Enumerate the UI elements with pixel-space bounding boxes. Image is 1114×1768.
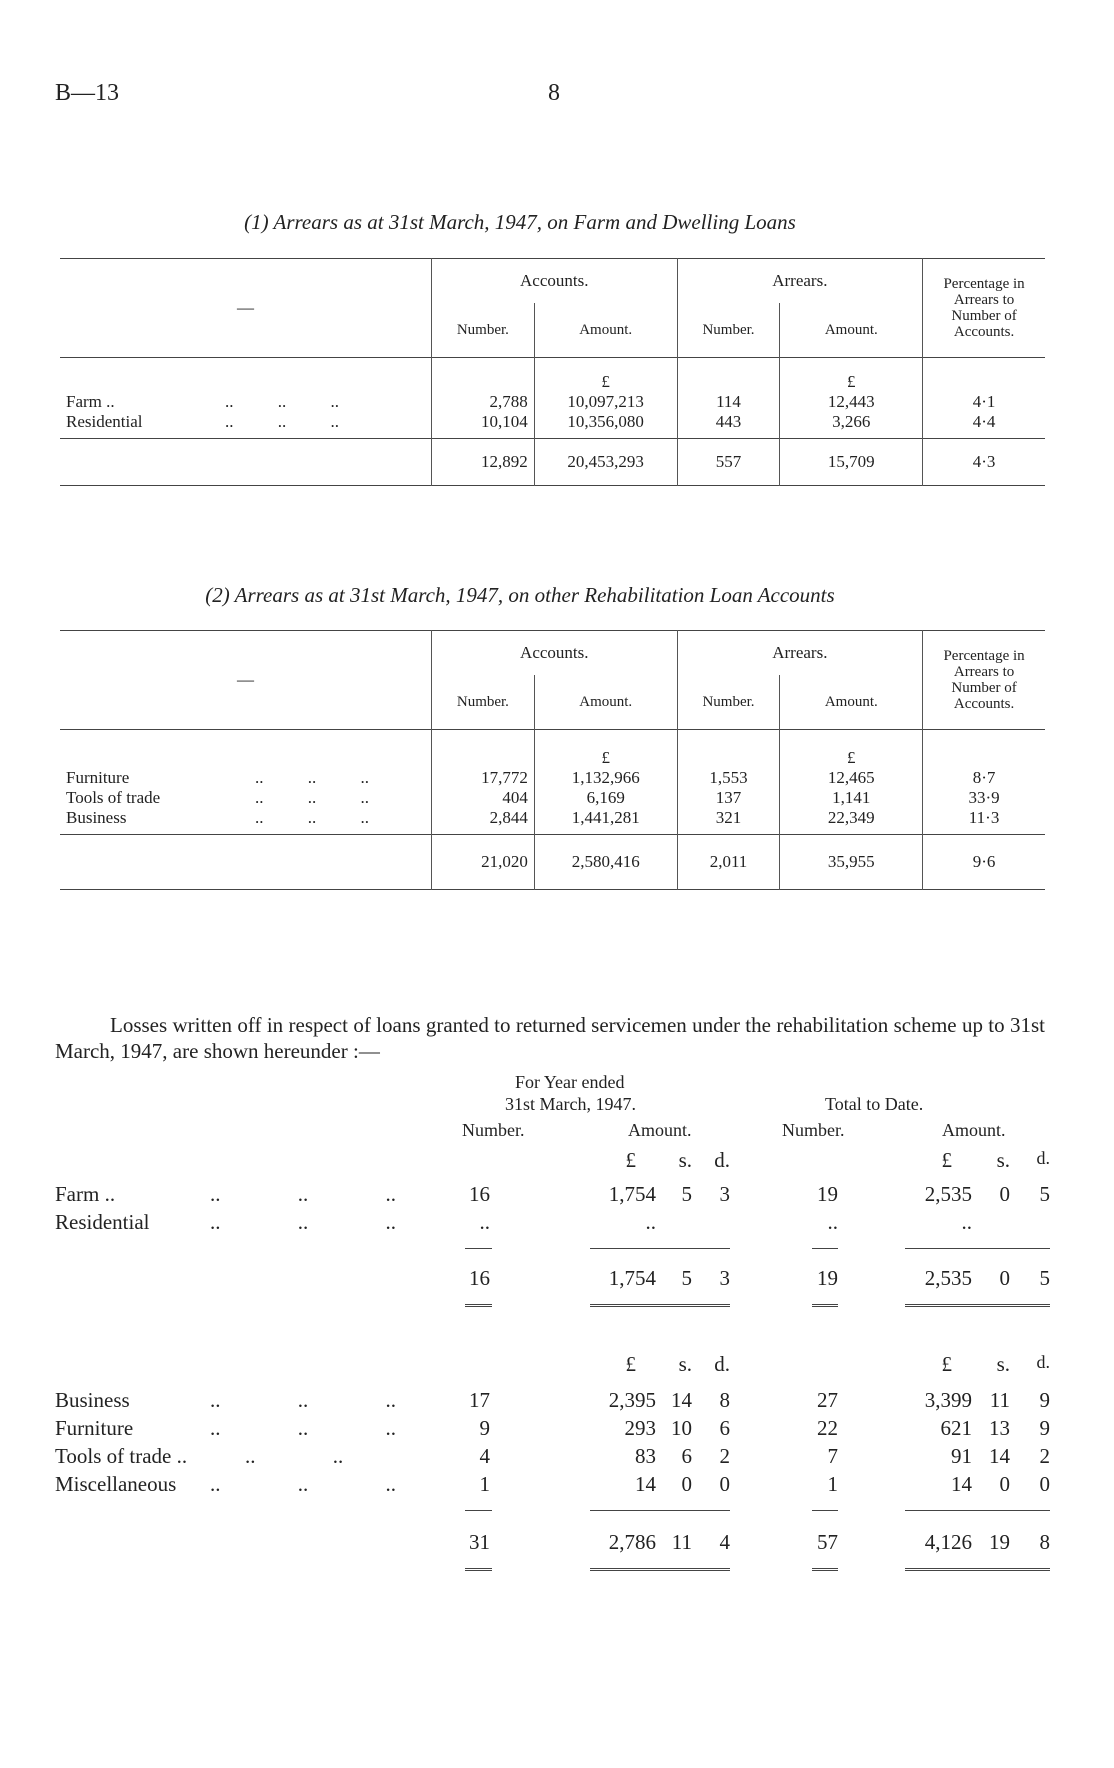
table1-acc-number-head: Number. (431, 303, 534, 358)
row-label: Business (55, 1388, 130, 1412)
cell: 16 (469, 1266, 490, 1290)
cell: 10,104 (431, 412, 534, 439)
leader-dots: .. .. .. (255, 788, 369, 807)
cell: 91 (951, 1444, 972, 1468)
shilling-head: s. (996, 1352, 1010, 1376)
cell: 21,020 (431, 835, 534, 890)
cell: 1,553 (677, 768, 780, 788)
pence-head: d. (1036, 1352, 1050, 1372)
pound-head: £ (625, 1352, 636, 1376)
rule-line (465, 1304, 492, 1307)
cell: 2,844 (431, 808, 534, 835)
total-amount-head: Amount. (942, 1120, 1006, 1140)
table1-title: (1) Arrears as at 31st March, 1947, on Farm and Dwelling Loans (244, 210, 796, 234)
cell: 557 (677, 439, 780, 486)
cell: 12,465 (780, 768, 923, 788)
leader-dots: .. .. .. (210, 1388, 396, 1412)
table2-arrears-head: Arrears. (677, 631, 923, 676)
cell: 27 (817, 1388, 838, 1412)
currency: £ (780, 730, 923, 769)
cell: 10,356,080 (534, 412, 677, 439)
cell: 17,772 (431, 768, 534, 788)
cell: .. (827, 1210, 838, 1234)
cell: 35,955 (780, 835, 923, 890)
table2-acc-number-head: Number. (431, 675, 534, 730)
leader-dots: .. .. .. (210, 1210, 396, 1234)
pound-head: £ (941, 1148, 952, 1172)
cell: 1,132,966 (534, 768, 677, 788)
row-label: Residential (55, 1210, 150, 1234)
leader-dots: .. .. .. (210, 1182, 396, 1206)
table2-arr-amount-head: Amount. (780, 675, 923, 730)
cell: 0 (681, 1472, 692, 1496)
rule-line (590, 1568, 730, 1571)
cell: 0 (999, 1266, 1010, 1290)
cell: 9·6 (923, 835, 1045, 890)
cell: 12,892 (431, 439, 534, 486)
row-label: Business (66, 808, 127, 827)
table1-pct-head: Percentage in Arrears to Number of Accounts. (923, 259, 1045, 358)
rule-line (812, 1248, 838, 1249)
cell: 10,097,213 (534, 392, 677, 412)
cell: 2,535 (924, 1182, 972, 1206)
cell: 11 (671, 1530, 692, 1554)
cell: 5 (1039, 1266, 1050, 1290)
total-number-head: Number. (782, 1120, 845, 1140)
row-label: Tools of trade (66, 788, 161, 807)
total-row (60, 439, 1045, 486)
year-head-1: For Year ended (515, 1072, 625, 1092)
cell: 11·3 (923, 808, 1045, 835)
cell: 19 (817, 1266, 838, 1290)
cell: 2 (719, 1444, 730, 1468)
row-label: Farm .. (55, 1182, 116, 1206)
table1-accounts-head: Accounts. (431, 259, 677, 304)
table-row (60, 392, 1045, 412)
cell: .. (645, 1210, 656, 1234)
cell: 14 (951, 1472, 972, 1496)
cell: 1,441,281 (534, 808, 677, 835)
pence-head: d. (714, 1352, 730, 1376)
cell: 1,754 (608, 1266, 656, 1290)
cell: 4·4 (923, 412, 1045, 439)
cell: 8·7 (923, 768, 1045, 788)
currency: £ (780, 358, 923, 393)
cell: 1 (827, 1472, 838, 1496)
cell: 17 (469, 1388, 490, 1412)
table2-dash: — (236, 670, 254, 689)
table2-title: (2) Arrears as at 31st March, 1947, on other Rehabilitation Loan Accounts (205, 583, 835, 607)
cell: 0 (1039, 1472, 1050, 1496)
leader-dots: .. .. (245, 1444, 344, 1468)
cell: 9 (479, 1416, 490, 1440)
rule-line (905, 1304, 1050, 1307)
leader-dots: .. .. .. (225, 392, 339, 411)
cell: 4·1 (923, 392, 1045, 412)
cell: 4 (479, 1444, 490, 1468)
year-number-head: Number. (462, 1120, 525, 1140)
cell: 2,011 (677, 835, 780, 890)
leader-dots: .. .. .. (210, 1472, 396, 1496)
cell: 5 (681, 1266, 692, 1290)
rule-line (465, 1510, 492, 1511)
rule-line (590, 1248, 730, 1249)
table-row (60, 788, 1045, 808)
table1-arr-number-head: Number. (677, 303, 780, 358)
cell: 4·3 (923, 439, 1045, 486)
cell: 2,788 (431, 392, 534, 412)
row-label: Tools of trade .. (55, 1444, 188, 1468)
pound-head: £ (625, 1148, 636, 1172)
cell: 3,399 (924, 1388, 972, 1412)
cell: 57 (817, 1530, 838, 1554)
cell: 3 (719, 1182, 730, 1206)
pence-head: d. (1036, 1148, 1050, 1168)
cell: 5 (1039, 1182, 1050, 1206)
cell: 8 (719, 1388, 730, 1412)
cell: 114 (677, 392, 780, 412)
cell: 3 (719, 1266, 730, 1290)
cell: 2 (1039, 1444, 1050, 1468)
cell: 9 (1039, 1416, 1050, 1440)
cell: 14 (635, 1472, 656, 1496)
cell: 2,786 (608, 1530, 656, 1554)
table2-acc-amount-head: Amount. (534, 675, 677, 730)
cell: 404 (431, 788, 534, 808)
cell: 20,453,293 (534, 439, 677, 486)
cell: 443 (677, 412, 780, 439)
year-amount-head: Amount. (628, 1120, 692, 1140)
cell: 83 (635, 1444, 656, 1468)
losses-paragraph: Losses written off in respect of loans granted to returned servicemen under the rehabilitation scheme up to 31st March, 1947, are shown hereunder :— (55, 1013, 1045, 1063)
cell: 7 (827, 1444, 838, 1468)
table2 (60, 630, 1045, 890)
cell: 14 (989, 1444, 1010, 1468)
row-label: Farm .. (66, 392, 115, 411)
cell: 12,443 (780, 392, 923, 412)
total-head: Total to Date. (825, 1094, 924, 1114)
leader-dots: .. .. .. (255, 808, 369, 827)
cell: 19 (989, 1530, 1010, 1554)
rule-line (465, 1568, 492, 1571)
table2-arr-number-head: Number. (677, 675, 780, 730)
rule-line (590, 1510, 730, 1511)
cell: 1,141 (780, 788, 923, 808)
cell: 2,395 (608, 1388, 656, 1412)
row-label: Furniture (66, 768, 130, 787)
rule-line (812, 1568, 838, 1571)
year-head-2: 31st March, 1947. (505, 1094, 636, 1114)
cell: 1 (479, 1472, 490, 1496)
cell: 2,535 (924, 1266, 972, 1290)
cell: 4 (719, 1530, 730, 1554)
rule-line (812, 1304, 838, 1307)
pence-head: d. (714, 1148, 730, 1172)
cell: 621 (940, 1416, 972, 1440)
row-label: Miscellaneous (55, 1472, 177, 1496)
shilling-head: s. (678, 1352, 692, 1376)
cell: 4,126 (924, 1530, 972, 1554)
row-label: Residential (66, 412, 143, 431)
cell: 293 (624, 1416, 656, 1440)
table1-acc-amount-head: Amount. (534, 303, 677, 358)
cell: 0 (999, 1182, 1010, 1206)
cell: 16 (469, 1182, 490, 1206)
table-row (60, 768, 1045, 788)
currency: £ (534, 358, 677, 393)
cell: 22,349 (780, 808, 923, 835)
cell: 321 (677, 808, 780, 835)
table1 (60, 258, 1045, 486)
rule-line (905, 1568, 1050, 1571)
currency: £ (534, 730, 677, 769)
leader-dots: .. .. .. (255, 768, 369, 787)
cell: 137 (677, 788, 780, 808)
table-row (60, 808, 1045, 835)
cell: 0 (719, 1472, 730, 1496)
cell: 2,580,416 (534, 835, 677, 890)
cell: 33·9 (923, 788, 1045, 808)
shilling-head: s. (996, 1148, 1010, 1172)
cell: .. (479, 1210, 490, 1234)
row-label: Furniture (55, 1416, 134, 1440)
cell: 6,169 (534, 788, 677, 808)
cell: .. (961, 1210, 972, 1234)
cell: 10 (671, 1416, 692, 1440)
shilling-head: s. (678, 1148, 692, 1172)
cell: 1,754 (608, 1182, 656, 1206)
rule-line (590, 1304, 730, 1307)
pound-head: £ (941, 1352, 952, 1376)
leader-dots: .. .. .. (225, 412, 339, 431)
rule-line (465, 1248, 492, 1249)
table-row (60, 412, 1045, 439)
cell: 8 (1039, 1530, 1050, 1554)
rule-line (905, 1248, 1050, 1249)
page-number: 8 (548, 80, 560, 106)
rule-line (812, 1510, 838, 1511)
cell: 11 (989, 1388, 1010, 1412)
cell: 0 (999, 1472, 1010, 1496)
cell: 14 (671, 1388, 692, 1412)
table1-dash: — (236, 298, 254, 317)
cell: 9 (1039, 1388, 1050, 1412)
rule-line (905, 1510, 1050, 1511)
page-code: B—13 (55, 80, 120, 106)
total-row (60, 835, 1045, 890)
cell: 6 (681, 1444, 692, 1468)
cell: 31 (469, 1530, 490, 1554)
cell: 5 (681, 1182, 692, 1206)
leader-dots: .. .. .. (210, 1416, 396, 1440)
cell: 15,709 (780, 439, 923, 486)
table1-arr-amount-head: Amount. (780, 303, 923, 358)
table2-pct-head: Percentage in Arrears to Number of Accounts. (923, 631, 1045, 730)
table2-accounts-head: Accounts. (431, 631, 677, 676)
cell: 3,266 (780, 412, 923, 439)
cell: 13 (989, 1416, 1010, 1440)
cell: 19 (817, 1182, 838, 1206)
table1-arrears-head: Arrears. (677, 259, 923, 304)
cell: 6 (719, 1416, 730, 1440)
cell: 22 (817, 1416, 838, 1440)
